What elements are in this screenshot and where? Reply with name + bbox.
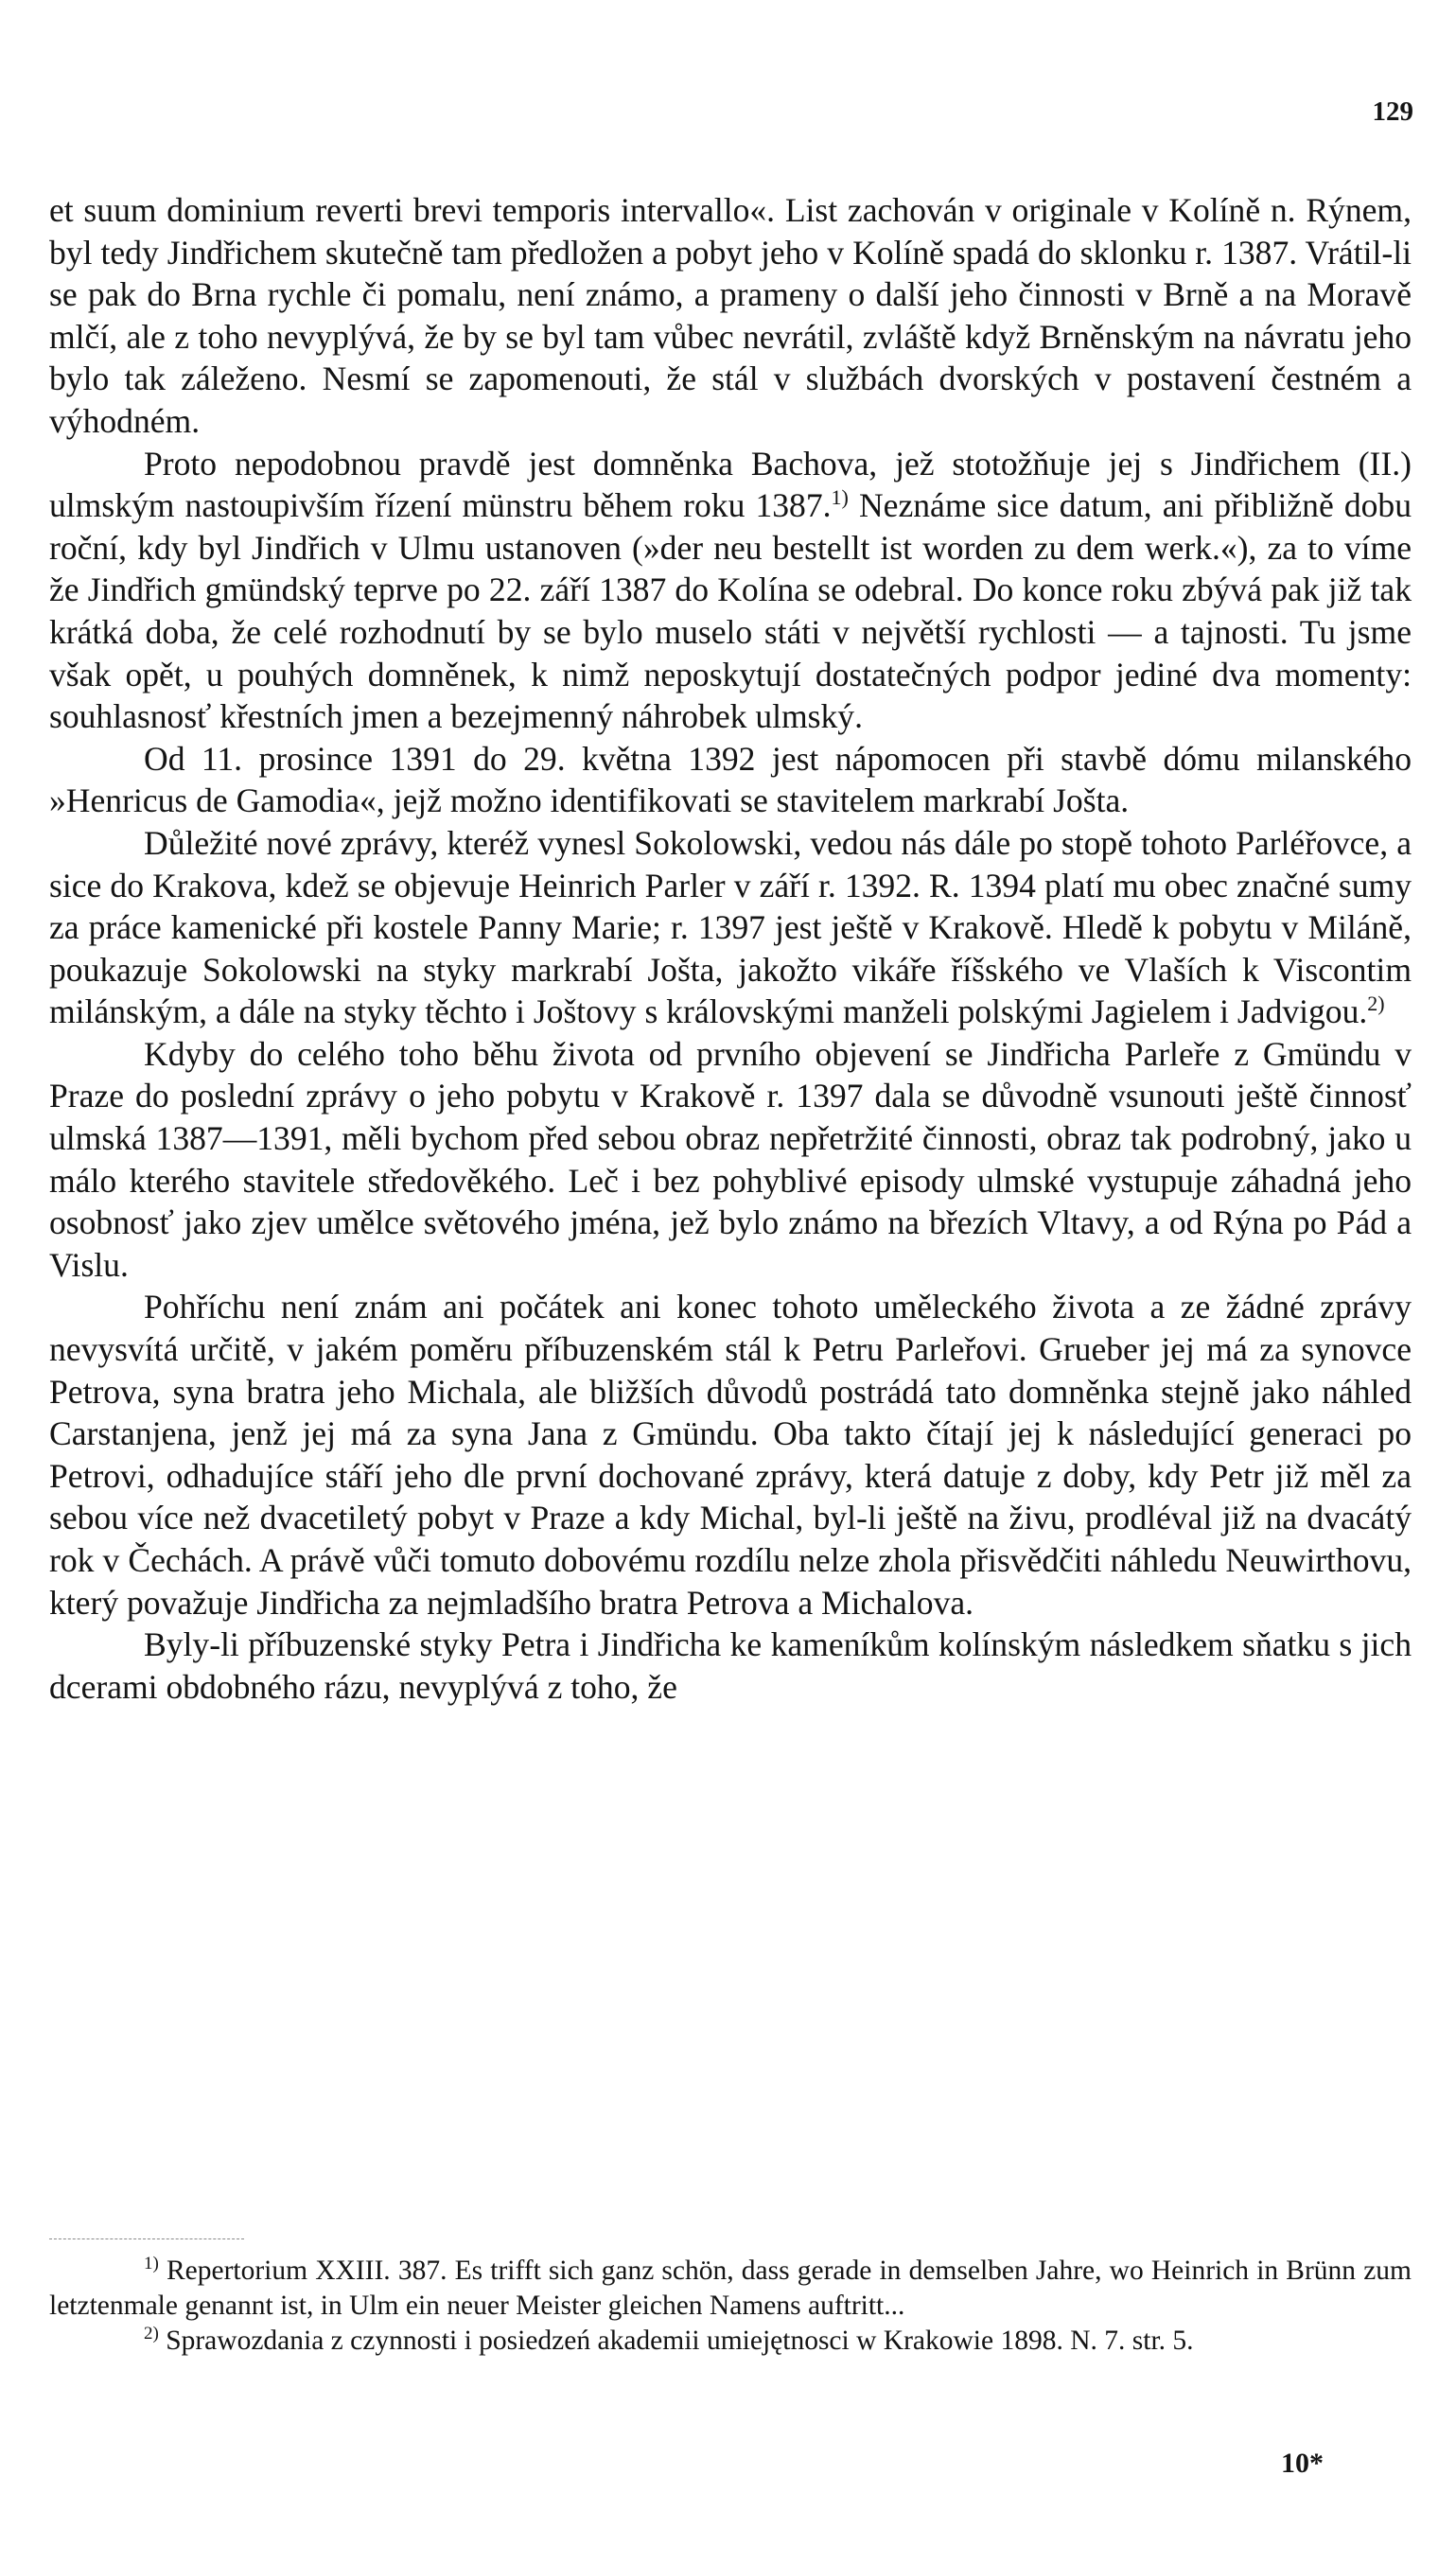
paragraph-5: Kdyby do celého toho běhu života od prvního objevení se Jindřicha Parleře z Gmündu v Praze do poslední zprávy o jeho pobytu v Krakově r. 1397 dala se důvodně vsunouti ještě činnosť ulmská 1387—1391, měli bychom před sebou obraz nepřetržité činnosti, obraz tak podrobný, jako u málo kterého stavitele středověkého. Leč i bez pohyblivé episody ulmské vystupuje záhadná jeho osobnosť jako zjev umělce světového jména, jež bylo známo na březích Vltavy, a od Rýna po Pád a Vislu. <box>49 1034 1412 1284</box>
paragraph-6: Pohříchu není znám ani počátek ani konec tohoto uměleckého života a ze žádné zprávy nevysvítá určitě, v jakém poměru příbuzenském stál k Petru Parleřovi. Grueber jej má za synovce Petrova, syna bratra jeho Michala, ale bližších důvodů postrádá tato domněnka stejně jako náhled Carstanjena, jenž jej má za syna Jana z Gmündu. Oba takto čítají jej k následující generaci po Petrovi, odhadujíce stáří jeho dle první dochované zprávy, která datuje z doby, kdy Petr již měl za sebou více než dvacetiletý pobyt v Praze a kdy Michal, byl-li ještě na živu, prodléval již na dvacátý rok v Čechách. A právě vůči tomuto dobovému rozdílu nelze zhola přisvědčiti náhledu Neuwirthovu, který považuje Jindřicha za nejmladšího bratra Petrova a Michalova. <box>49 1288 1412 1622</box>
footnote-1: $^{1)}$ Repertorium XXIII. 387. Es trifft sich ganz schön, dass gerade in demselben Jahre, wo Heinrich in Brünn zum letztenmale genannt ist, in Ulm ein neuer Meister gleichen Namens auftritt... <box>49 2254 1412 2321</box>
footnote-mark-2: 2) <box>144 2323 159 2344</box>
footnote-reference-2[interactable]: 2) <box>1367 992 1385 1016</box>
footnotes <box>49 2254 1412 2358</box>
paragraph-4: Důležité nové zprávy, kteréž vynesl Sokolowski, vedou nás dále po stopě tohoto Parléřovce, a sice do Krakova, kdež se objevuje Heinrich Parler v září r. 1392. R. 1394 platí mu obec značné sumy za práce kamenické při kostele Panny Marie; r. 1397 jest ještě v Krakově. Hledě k pobytu v Miláně, poukazuje Sokolowski na styky markrabí Jošta, jakožto vikáře říšského ve Vlaších k Viscontim milánským, a dále na styky těchto i Joštovy s královskými manželi polskými Jagielem i Jadvigou.$^{2)}$ <box>49 823 1412 1031</box>
paragraph-7: Byly-li příbuzenské styky Petra i Jindřicha ke kameníkům kolínským následkem sňatku s jich dcerami obdobného rázu, nevyplývá z toho, že <box>49 1625 1412 1706</box>
footnote-mark-1: 1) <box>144 2254 159 2274</box>
paragraph-2: Proto nepodobnou pravdě jest domněnka Bachova, jež stotožňuje jej s Jindřichem (II.) ulmským nastoupivším řízení münstru během roku 1387.$^{1)}$ Neznáme sice datum, ani přibližně dobu roční, kdy byl Jindřich v Ulmu ustanoven (»der neu bestellt ist worden zu dem werk.«), za to víme že Jindřich gmündský teprve po 22. září 1387 do Kolína se odebral. Do konce roku zbývá pak již tak krátká doba, že celé rozhodnutí by se bylo muselo státi v největší rychlosti — a tajnosti. Tu jsme však opět, u pouhých domněnek, k nimž neposkytují dostatečných podpor jediné dva momenty: souhlasnosť křestních jmen a bezejmenný náhrobek ulmský. <box>49 444 1412 736</box>
paragraph-1: et suum dominium reverti brevi temporis intervallo«. List zachován v originale v Kolíně n. Rýnem, byl tedy Jindřichem skutečně tam předložen a pobyt jeho v Kolíně spadá do sklonku r. 1387. Vrátil-li se pak do Brna rychle či pomalu, není známo, a prameny o další jeho činnosti v Brně a na Moravě mlčí, ale z toho nevyplývá, že by se byl tam vůbec nevrátil, zvláště když Brněnským na návratu jeho bylo tak záleženo. Nesmí se zapomenouti, že stál v službách dvorských v postavení čestném a výhodném. <box>49 191 1412 440</box>
paragraph-3: Od 11. prosince 1391 do 29. května 1392 jest nápomocen při stavbě dómu milanského »Henricus de Gamodia«, jejž možno identifikovati se stavitelem markrabí Jošta. <box>49 739 1412 820</box>
main-text <box>49 189 1412 1708</box>
footnote-divider <box>49 2238 244 2239</box>
footnote-2: $^{2)}$ Sprawozdania z czynnosti i posiedzeń akademii umiejętnosci w Krakowie 1898. N. 7. str. 5. <box>144 2323 1194 2356</box>
footnote-reference-1[interactable]: 1) <box>831 485 849 510</box>
page-number: 129 <box>1372 97 1413 127</box>
printer-signature-mark: 10* <box>1281 2448 1324 2479</box>
